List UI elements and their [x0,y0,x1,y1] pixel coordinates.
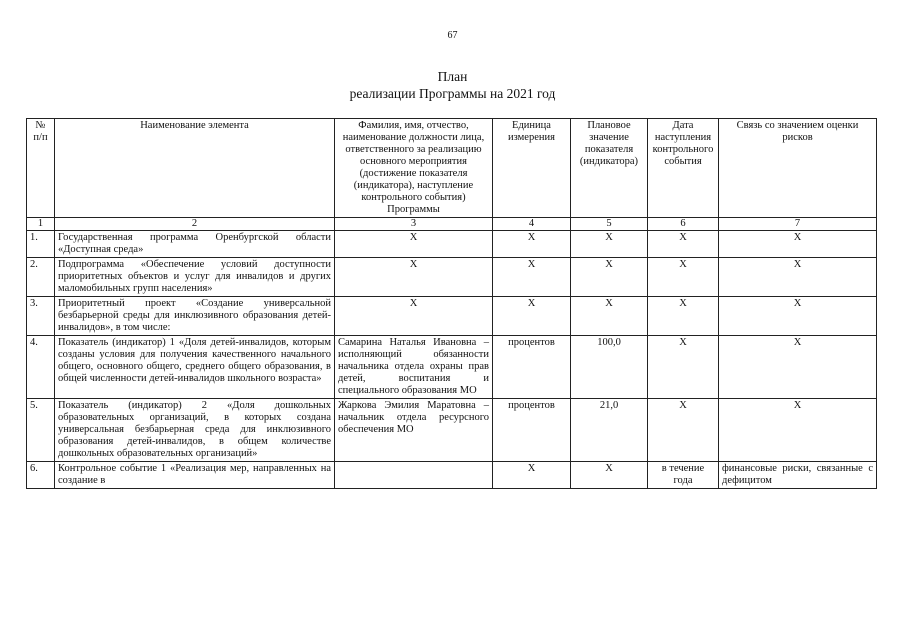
row-risk-link: Х [719,336,877,399]
row-responsible-person: Х [335,297,493,336]
row-unit: Х [493,258,571,297]
row-event-date: Х [648,399,719,462]
row-planned-value: Х [571,231,648,258]
row-responsible-person: Самарина Наталья Ивановна – исполняющий обязанности начальника отдела охраны прав детей, воспитания и специального образования МО [335,336,493,399]
row-number: 3. [27,297,55,336]
row-planned-value: Х [571,297,648,336]
column-number: 6 [648,218,719,231]
column-number: 5 [571,218,648,231]
column-number: 2 [55,218,335,231]
row-planned-value: Х [571,258,648,297]
column-number: 7 [719,218,877,231]
table-row [27,462,877,489]
row-number: 5. [27,399,55,462]
row-number: 6. [27,462,55,489]
table-row [27,336,877,399]
row-number: 1. [27,231,55,258]
row-unit: Х [493,231,571,258]
row-planned-value: Х [571,462,648,489]
row-planned-value: 21,0 [571,399,648,462]
row-element-name: Показатель (индикатор) 1 «Доля детей-инвалидов, которым созданы условия для получения качественного начального общего, основного общего, среднего общего образования, в общей численности детей-инвалидов школьного возраста» [55,336,335,399]
row-event-date: Х [648,336,719,399]
row-risk-link: Х [719,297,877,336]
row-responsible-person [335,462,493,489]
table-row [27,258,877,297]
header-element-name: Наименование элемента [55,119,335,218]
row-number: 2. [27,258,55,297]
row-event-date: Х [648,297,719,336]
row-event-date: Х [648,258,719,297]
row-element-name: Государственная программа Оренбургской области «Доступная среда» [55,231,335,258]
row-number: 4. [27,336,55,399]
column-number: 3 [335,218,493,231]
table-row [27,297,877,336]
row-element-name: Показатель (индикатор) 2 «Доля дошкольных образовательных организаций, в которых создана универсальная безбарьерная среда для инклюзивного образования детей-инвалидов, в общем количестве дошкольных образовательных организаций» [55,399,335,462]
row-element-name: Контрольное событие 1 «Реализация мер, направленных на создание в [55,462,335,489]
row-unit: процентов [493,336,571,399]
row-unit: процентов [493,399,571,462]
header-planned-value: Плановое значение показателя (индикатора) [571,119,648,218]
row-unit: Х [493,297,571,336]
row-risk-link: Х [719,399,877,462]
table-row [27,231,877,258]
row-element-name: Подпрограмма «Обеспечение условий доступности приоритетных объектов и услуг для инвалидов и других маломобильных групп населения» [55,258,335,297]
column-number-row [27,218,877,231]
table-row [27,399,877,462]
header-event-date: Дата наступления контрольного события [648,119,719,218]
page-number: 67 [447,30,458,41]
row-risk-link: финансовые риски, связанные с дефицитом [719,462,877,489]
row-element-name: Приоритетный проект «Создание универсальной безбарьерной среды для инклюзивного образования детей-инвалидов», в том числе: [55,297,335,336]
row-event-date: Х [648,231,719,258]
header-risk-link: Связь со значением оценки рисков [719,119,877,218]
row-responsible-person: Х [335,258,493,297]
row-event-date: в течение года [648,462,719,489]
row-responsible-person: Жаркова Эмилия Маратовна – начальник отдела ресурсного обеспечения МО [335,399,493,462]
column-number: 4 [493,218,571,231]
header-responsible-person: Фамилия, имя, отчество, наименование должности лица, ответственного за реализацию основного мероприятия (достижение показателя (индикатора), наступление контрольного события) Программы [335,119,493,218]
column-number: 1 [27,218,55,231]
header-row [27,119,877,218]
title-line-2: реализации Программы на 2021 год [349,86,556,101]
header-unit: Единица измерения [493,119,571,218]
plan-table [26,118,877,489]
row-risk-link: Х [719,231,877,258]
row-planned-value: 100,0 [571,336,648,399]
header-number: № п/п [27,119,55,218]
row-unit: Х [493,462,571,489]
row-responsible-person: Х [335,231,493,258]
page-title [0,68,905,102]
title-line-1: План [437,69,468,84]
row-risk-link: Х [719,258,877,297]
